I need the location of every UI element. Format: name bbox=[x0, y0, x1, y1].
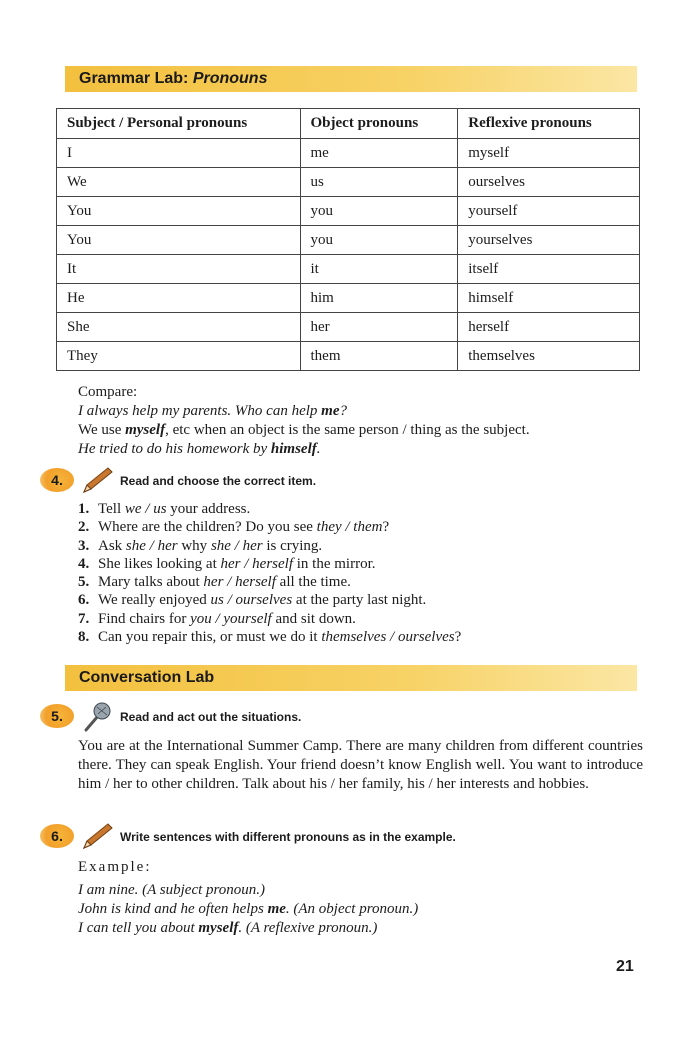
table-cell: myself bbox=[458, 139, 640, 168]
example-line-3-c: . (A reflexive pronoun.) bbox=[238, 920, 378, 936]
table-header-row bbox=[57, 109, 640, 139]
compare-line-3 bbox=[78, 440, 643, 459]
table-cell: It bbox=[57, 255, 301, 284]
item-text: ? bbox=[454, 629, 462, 646]
table-cell: We bbox=[57, 168, 301, 197]
item-number: 8. bbox=[78, 629, 90, 646]
table-cell: You bbox=[57, 226, 301, 255]
item-number: 4. bbox=[78, 555, 90, 572]
table-cell: She bbox=[57, 313, 301, 342]
item-text: in the mirror. bbox=[293, 555, 376, 572]
item-number: 6. bbox=[78, 592, 90, 609]
exercise-5-paragraph: You are at the International Summer Camp. There are many children from different countries there. They can speak English. Your friend doesn’t know English well. You want to introduce him / her to other children. Talk about his / her family, his / her interests and hobbies. bbox=[78, 738, 643, 792]
table-cell: himself bbox=[458, 284, 640, 313]
exercise-6-title: Write sentences with different pronouns as in the example. bbox=[120, 830, 456, 844]
item-number: 2. bbox=[78, 519, 90, 536]
pronoun-table bbox=[56, 108, 640, 371]
exercise-5-title: Read and act out the situations. bbox=[120, 710, 302, 724]
list-item bbox=[78, 573, 643, 591]
table-cell: herself bbox=[458, 313, 640, 342]
example-line-2-a: John is kind and he often helps bbox=[78, 901, 268, 917]
table-cell: her bbox=[300, 313, 458, 342]
page-number: 21 bbox=[616, 958, 634, 975]
item-number: 3. bbox=[78, 537, 90, 554]
example-line-2-c: . (An object pronoun.) bbox=[285, 901, 419, 917]
item-choice: her / herself bbox=[220, 555, 293, 572]
table-row bbox=[57, 197, 640, 226]
item-text: and sit down. bbox=[271, 610, 356, 627]
exercise-6-example bbox=[78, 858, 643, 938]
conversation-lab-title: Conversation Lab bbox=[79, 669, 215, 686]
item-text: is crying. bbox=[262, 537, 323, 554]
item-number: 5. bbox=[78, 574, 90, 591]
table-row bbox=[57, 313, 640, 342]
item-choice: us / ourselves bbox=[210, 592, 293, 609]
compare-block bbox=[78, 383, 643, 459]
table-cell: He bbox=[57, 284, 301, 313]
example-line-3-a: I can tell you about bbox=[78, 920, 199, 936]
item-choice: she / her bbox=[125, 537, 178, 554]
item-text: She likes looking at bbox=[98, 555, 221, 572]
compare-label: Compare: bbox=[78, 384, 138, 400]
microphone-icon bbox=[78, 702, 114, 732]
compare-line-2-c: , etc when an object is the same person / thing as the subject. bbox=[165, 422, 530, 438]
compare-line-3-c: . bbox=[316, 441, 321, 457]
table-cell: me bbox=[300, 139, 458, 168]
table-row bbox=[57, 226, 640, 255]
item-text: Mary talks about bbox=[98, 574, 204, 591]
compare-line-3-b: himself bbox=[270, 441, 317, 457]
example-line-2 bbox=[78, 900, 643, 919]
table-cell: themselves bbox=[458, 342, 640, 371]
item-text: Tell bbox=[98, 501, 125, 517]
conversation-lab-header bbox=[65, 665, 637, 691]
table-cell: itself bbox=[458, 255, 640, 284]
item-text: all the time. bbox=[275, 574, 351, 591]
table-cell: ourselves bbox=[458, 168, 640, 197]
table-header-subject: Subject / Personal pronouns bbox=[57, 109, 301, 139]
table-cell: you bbox=[300, 226, 458, 255]
example-line-2-b: me bbox=[267, 901, 286, 917]
compare-line-1-b: me bbox=[321, 403, 340, 419]
item-text: why bbox=[177, 537, 211, 554]
grammar-lab-header bbox=[65, 66, 637, 92]
table-cell: yourselves bbox=[458, 226, 640, 255]
example-line-1 bbox=[78, 881, 643, 900]
table-row bbox=[57, 255, 640, 284]
table-row bbox=[57, 168, 640, 197]
item-text: your address. bbox=[166, 501, 251, 517]
list-item bbox=[78, 591, 643, 609]
item-number: 1. bbox=[78, 501, 90, 517]
item-text: Ask bbox=[98, 537, 126, 554]
item-text: ? bbox=[382, 519, 390, 536]
list-item bbox=[78, 555, 643, 573]
item-number: 7. bbox=[78, 610, 90, 627]
table-cell: them bbox=[300, 342, 458, 371]
table-cell: him bbox=[300, 284, 458, 313]
exercise-4-title: Read and choose the correct item. bbox=[120, 474, 317, 488]
exercise-5-number: 5. bbox=[40, 704, 74, 728]
compare-line-1-a: I always help my parents. Who can help bbox=[78, 403, 322, 419]
compare-line-1-c: ? bbox=[339, 403, 347, 419]
list-item bbox=[78, 518, 643, 536]
table-cell: You bbox=[57, 197, 301, 226]
item-choice: she / her bbox=[210, 537, 263, 554]
compare-line-3-a: He tried to do his homework by bbox=[78, 441, 271, 457]
item-choice: themselves / ourselves bbox=[321, 629, 455, 646]
example-line-3 bbox=[78, 919, 643, 938]
table-cell: us bbox=[300, 168, 458, 197]
item-text: at the party last night. bbox=[292, 592, 427, 609]
item-text: Find chairs for bbox=[98, 610, 191, 627]
table-row bbox=[57, 284, 640, 313]
compare-line-2-a: We use bbox=[78, 422, 126, 438]
table-row bbox=[57, 342, 640, 371]
grammar-lab-title: Grammar Lab: bbox=[79, 70, 193, 87]
example-line-1-text: I am nine. (A subject pronoun.) bbox=[78, 882, 266, 898]
table-cell: it bbox=[300, 255, 458, 284]
item-choice: you / yourself bbox=[190, 610, 272, 627]
table-cell: you bbox=[300, 197, 458, 226]
table-header-reflexive: Reflexive pronouns bbox=[458, 109, 640, 139]
list-item bbox=[78, 628, 643, 646]
exercise-6-number: 6. bbox=[40, 824, 74, 848]
table-cell: They bbox=[57, 342, 301, 371]
compare-line-1 bbox=[78, 402, 643, 421]
grammar-lab-title-italic: Pronouns bbox=[192, 70, 268, 87]
list-item bbox=[78, 500, 643, 518]
table-cell: I bbox=[57, 139, 301, 168]
example-label: Example: bbox=[78, 859, 152, 875]
item-text: Where are the children? Do you see bbox=[98, 519, 317, 536]
table-cell: yourself bbox=[458, 197, 640, 226]
item-text: Can you repair this, or must we do it bbox=[98, 629, 322, 646]
exercise-4-number: 4. bbox=[40, 468, 74, 492]
item-choice: we / us bbox=[124, 501, 167, 517]
pencil-icon bbox=[78, 466, 114, 496]
list-item bbox=[78, 537, 643, 555]
list-item bbox=[78, 610, 643, 628]
exercise-5-text bbox=[78, 737, 643, 794]
table-header-object: Object pronouns bbox=[300, 109, 458, 139]
pencil-icon bbox=[78, 822, 114, 852]
exercise-4-list bbox=[78, 500, 643, 646]
item-choice: her / herself bbox=[203, 574, 276, 591]
item-choice: they / them bbox=[316, 519, 383, 536]
table-row bbox=[57, 139, 640, 168]
compare-line-2 bbox=[78, 421, 643, 440]
compare-line-2-b: myself bbox=[125, 422, 166, 438]
item-text: We really enjoyed bbox=[98, 592, 211, 609]
example-line-3-b: myself bbox=[198, 920, 239, 936]
